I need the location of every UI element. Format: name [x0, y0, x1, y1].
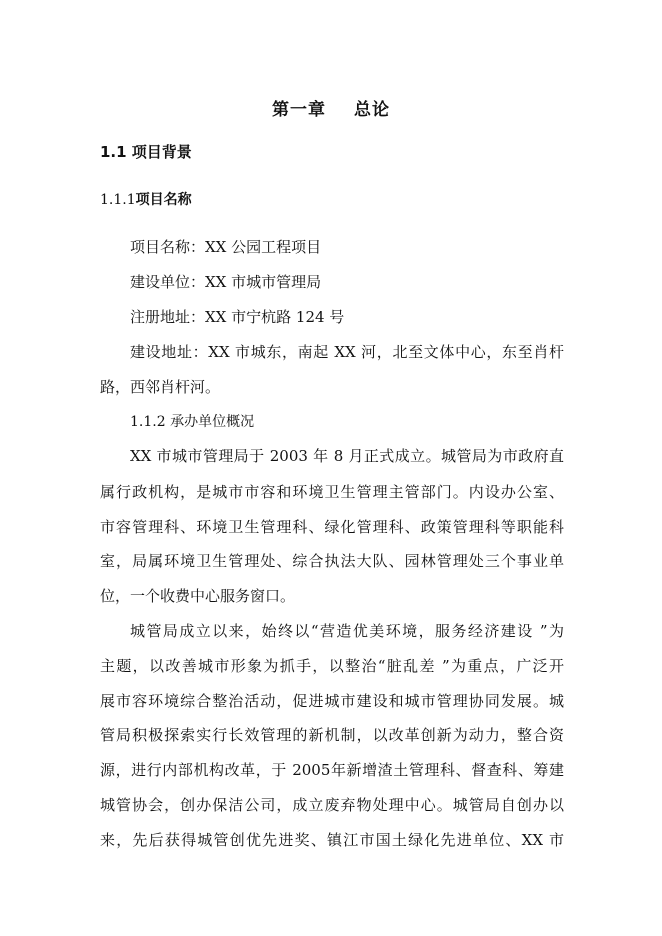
subsection-heading [100, 189, 192, 209]
paragraph2-line-6: 城管协会，创办保洁公司，成立废弃物处理中心。城管局自创办以 [100, 796, 564, 814]
paragraph1-line-3: 市容管理科、环境卫生管理科、绿化管理科、政策管理科等职能科 [100, 518, 564, 536]
chapter-number: 第一章 [272, 100, 326, 120]
section-heading: 1.1 项目背景 [100, 143, 192, 161]
paragraph1-line-2: 属行政机构，是城市市容和环境卫生管理主管部门。内设办公室、 [100, 483, 564, 501]
paragraph2-line-1: 城管局成立以来，始终以“营造优美环境，服务经济建设 ”为 [130, 622, 564, 640]
subsection-number: 1.1.1 [100, 192, 136, 208]
chapter-heading [0, 95, 662, 120]
subsection-heading-2: 1.1.2 承办单位概况 [130, 414, 255, 430]
chapter-title: 总论 [354, 100, 390, 120]
project-name-line: 项目名称：XX 公园工程项目 [130, 238, 322, 256]
paragraph2-line-3: 展市容环境综合整治活动，促进城市建设和城市管理协同发展。城 [100, 692, 564, 710]
paragraph2-line-5: 源，进行内部机构改革，于 2005年新增渣土管理科、督查科、筹建 [100, 761, 564, 779]
paragraph1-line-5: 位，一个收费中心服务窗口。 [100, 587, 296, 605]
subsection-title: 项目名称 [135, 192, 192, 208]
paragraph2-line-7: 来，先后获得城管创优先进奖、镇江市国土绿化先进单位、XX 市 [100, 831, 564, 849]
registered-address-line: 注册地址：XX 市宁杭路 124 号 [130, 308, 345, 326]
paragraph2-line-2: 主题，以改善城市形象为抓手，以整治“脏乱差 ”为重点，广泛开 [100, 657, 564, 675]
paragraph1-line-4: 室，局属环境卫生管理处、综合执法大队、园林管理处三个事业单 [100, 552, 564, 570]
site-address-line-1: 建设地址：XX 市城东，南起 XX 河，北至文体中心，东至肖杆 [130, 343, 564, 361]
paragraph2-line-4: 管局积极探索实行长效管理的新机制，以改革创新为动力，整合资 [100, 726, 564, 744]
paragraph1-line-1: XX 市城市管理局于 2003 年 8 月正式成立。城管局为市政府直 [130, 447, 564, 465]
construction-unit-line: 建设单位：XX 市城市管理局 [130, 273, 322, 291]
site-address-line-2: 路，西邻肖杆河。 [100, 378, 221, 396]
